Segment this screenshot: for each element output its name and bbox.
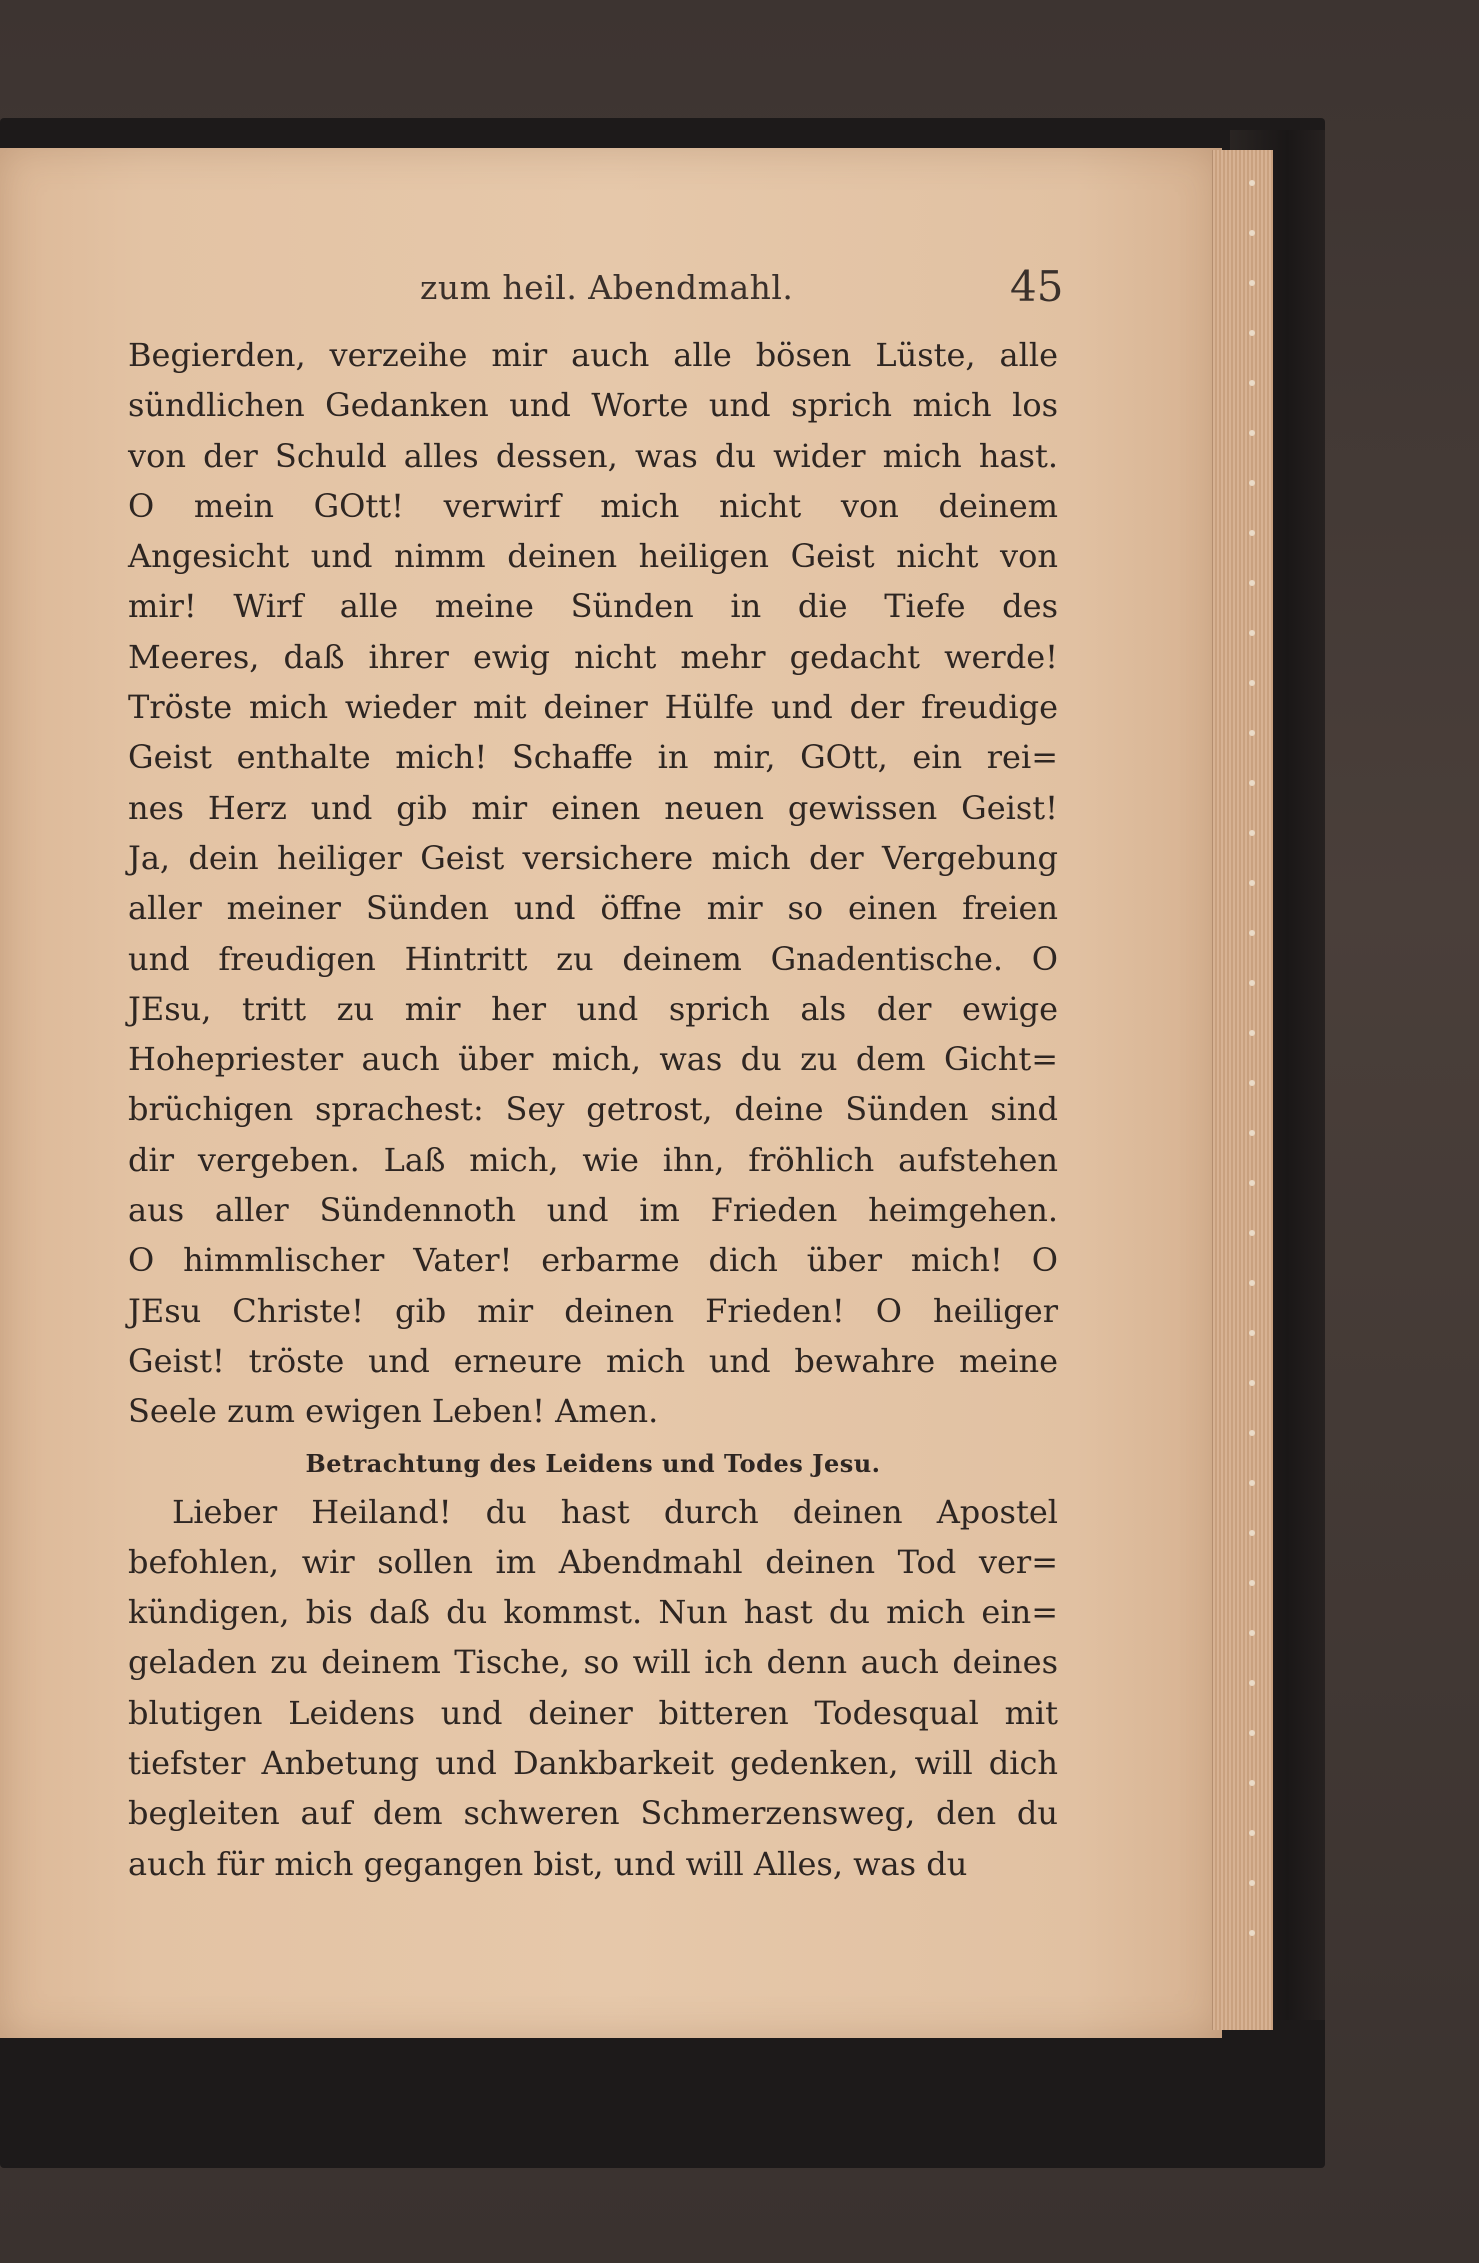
text-line: blutigen Leidens und deiner bitteren Todesqual mit bbox=[128, 1693, 1058, 1732]
fore-edge-dot bbox=[1249, 1030, 1255, 1036]
running-head-title: zum heil. Abendmahl. bbox=[420, 268, 794, 307]
fore-edge-dot bbox=[1249, 1880, 1255, 1886]
text-line: Begierden, verzeihe mir auch alle bösen Lüste, alle bbox=[128, 336, 1058, 374]
text-line: kündigen, bis daß du kommst. Nun hast du mich ein= bbox=[128, 1593, 1058, 1632]
fore-edge-dot bbox=[1249, 480, 1255, 486]
text-line: Tröste mich wieder mit deiner Hülfe und der freudige bbox=[128, 688, 1058, 727]
text-line: begleiten auf dem schweren Schmerzensweg, den du bbox=[128, 1794, 1058, 1833]
running-head bbox=[0, 262, 1479, 322]
text-line: Geist enthalte mich! Schaffe in mir, GOtt, ein rei= bbox=[128, 738, 1058, 777]
fore-edge-dot bbox=[1249, 1830, 1255, 1836]
text-line: Meeres, daß ihrer ewig nicht mehr gedacht werde! bbox=[128, 637, 1058, 676]
fore-edge-dot bbox=[1249, 530, 1255, 536]
text-line: dir vergeben. Laß mich, wie ihn, fröhlich aufstehen bbox=[128, 1140, 1058, 1179]
fore-edge-dot bbox=[1249, 580, 1255, 586]
text-line: sündlichen Gedanken und Worte und sprich mich los bbox=[128, 386, 1058, 425]
text-line: auch für mich gegangen bist, und will Alles, was du bbox=[128, 1844, 968, 1883]
fore-edge-dot bbox=[1249, 1680, 1255, 1686]
fore-edge-dot bbox=[1249, 1580, 1255, 1586]
text-line: geladen zu deinem Tische, so will ich denn auch deines bbox=[128, 1643, 1058, 1682]
section-heading: Betrachtung des Leidens und Todes Jesu. bbox=[305, 1448, 881, 1478]
text-line: tiefster Anbetung und Dankbarkeit gedenken, will dich bbox=[128, 1744, 1058, 1783]
fore-edge-dot bbox=[1249, 1930, 1255, 1936]
text-line: O himmlischer Vater! erbarme dich über mich! O bbox=[128, 1241, 1058, 1280]
fore-edge-dot bbox=[1249, 630, 1255, 636]
text-line: aller meiner Sünden und öffne mir so einen freien bbox=[128, 889, 1058, 928]
fore-edge-dot bbox=[1249, 780, 1255, 786]
page-fore-edge bbox=[1212, 150, 1273, 2030]
text-line: befohlen, wir sollen im Abendmahl deinen Tod ver= bbox=[128, 1542, 1058, 1581]
fore-edge-dot bbox=[1249, 230, 1255, 236]
text-line: Ja, dein heiliger Geist versichere mich der Vergebung bbox=[128, 838, 1058, 877]
fore-edge-dot bbox=[1249, 1780, 1255, 1786]
fore-edge-dot bbox=[1249, 1280, 1255, 1286]
text-line: Seele zum ewigen Leben! Amen. bbox=[128, 1392, 659, 1431]
text-line: brüchigen sprachest: Sey getrost, deine Sünden sind bbox=[128, 1090, 1058, 1129]
fore-edge-dot bbox=[1249, 1630, 1255, 1636]
text-line: O mein GOtt! verwirf mich nicht von deinem bbox=[128, 486, 1058, 525]
fore-edge-dot bbox=[1249, 1530, 1255, 1536]
fore-edge-dot bbox=[1249, 1080, 1255, 1086]
fore-edge-dot bbox=[1249, 180, 1255, 186]
fore-edge-dot bbox=[1249, 1230, 1255, 1236]
meditation-paragraph bbox=[128, 1487, 1058, 1889]
text-line: JEsu Christe! gib mir deinen Frieden! O heiliger bbox=[128, 1291, 1058, 1330]
fore-edge-dot bbox=[1249, 380, 1255, 386]
page-number: 45 bbox=[1010, 262, 1064, 311]
fore-edge-dot bbox=[1249, 830, 1255, 836]
body-text bbox=[128, 330, 1058, 1889]
text-line: Lieber Heiland! du hast durch deinen Apostel bbox=[172, 1492, 1058, 1531]
fore-edge-dot bbox=[1249, 430, 1255, 436]
text-line: Angesicht und nimm deinen heiligen Geist nicht von bbox=[128, 537, 1058, 576]
fore-edge-dot bbox=[1249, 330, 1255, 336]
fore-edge-dot bbox=[1249, 1130, 1255, 1136]
prayer-paragraph bbox=[128, 330, 1058, 1437]
text-line: mir! Wirf alle meine Sünden in die Tiefe des bbox=[128, 587, 1058, 626]
fore-edge-dot bbox=[1249, 1430, 1255, 1436]
text-line: Hohepriester auch über mich, was du zu dem Gicht= bbox=[128, 1040, 1058, 1079]
fore-edge-dot bbox=[1249, 1180, 1255, 1186]
text-line: JEsu, tritt zu mir her und sprich als der ewige bbox=[128, 989, 1058, 1028]
fore-edge-dot bbox=[1249, 1730, 1255, 1736]
text-line: von der Schuld alles dessen, was du wider mich hast. bbox=[128, 436, 1058, 475]
fore-edge-dot bbox=[1249, 730, 1255, 736]
fore-edge-dot bbox=[1249, 680, 1255, 686]
text-line: aus aller Sündennoth und im Frieden heimgehen. bbox=[128, 1191, 1058, 1230]
fore-edge-dot bbox=[1249, 980, 1255, 986]
fore-edge-dot bbox=[1249, 1330, 1255, 1336]
fore-edge-dot bbox=[1249, 880, 1255, 886]
fore-edge-dot bbox=[1249, 1480, 1255, 1486]
text-line: Geist! tröste und erneure mich und bewahre meine bbox=[128, 1341, 1058, 1380]
text-line: nes Herz und gib mir einen neuen gewissen Geist! bbox=[128, 788, 1058, 827]
text-line: und freudigen Hintritt zu deinem Gnadentische. O bbox=[128, 939, 1058, 978]
fore-edge-dot bbox=[1249, 930, 1255, 936]
fore-edge-dot bbox=[1249, 1380, 1255, 1386]
